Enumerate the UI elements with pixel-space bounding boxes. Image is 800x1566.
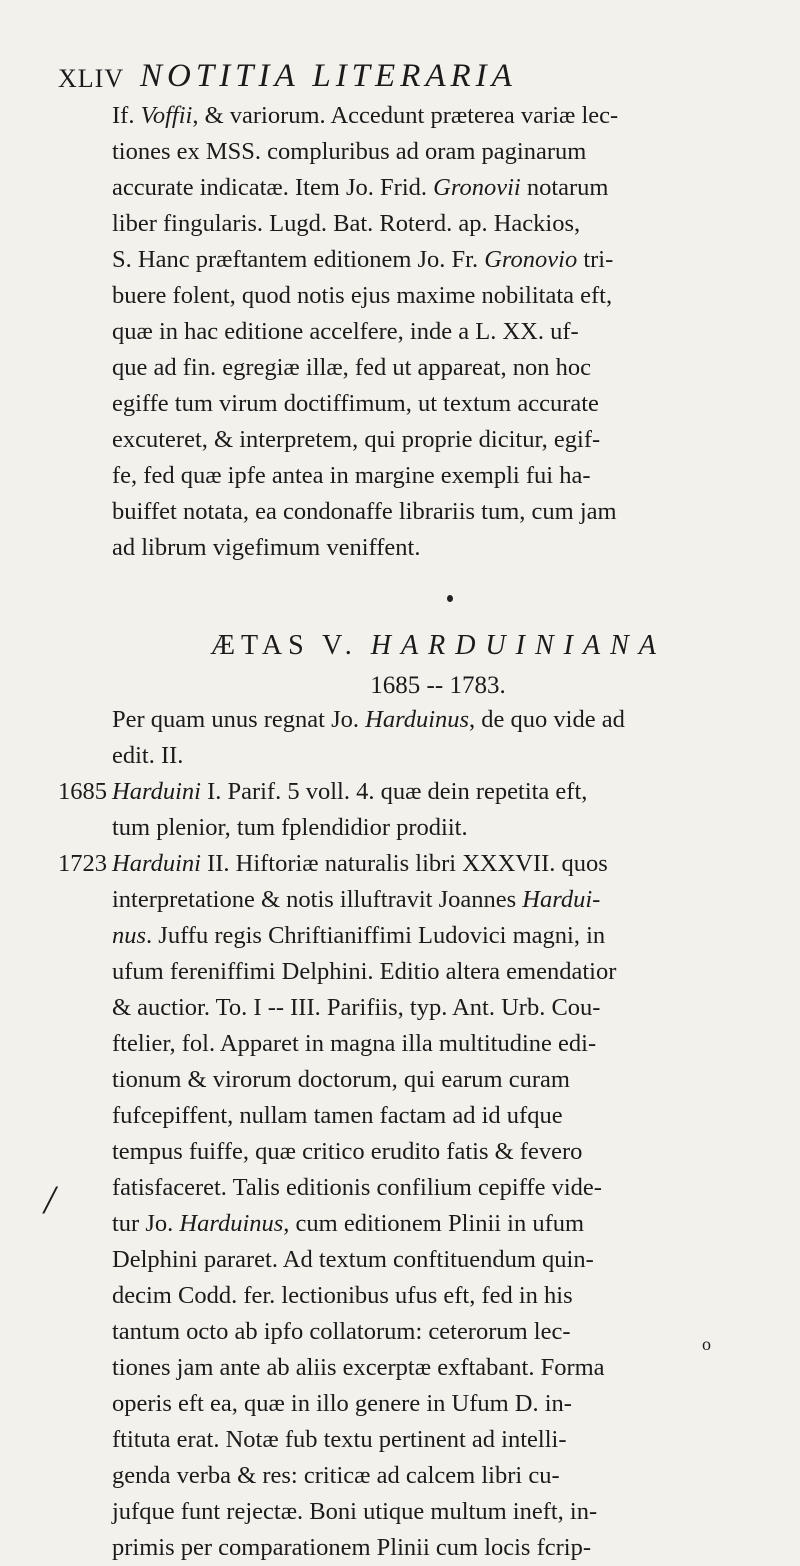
text-line <box>58 1494 764 1530</box>
italic-name: Harduinus <box>365 706 470 733</box>
text-line <box>58 810 764 846</box>
text-run: interpretatione & notis illuftravit Joannes <box>112 886 523 913</box>
text-line <box>112 458 764 494</box>
text-run: tur Jo. <box>112 1210 180 1237</box>
text-line <box>58 882 764 918</box>
page-number: XLIV <box>58 64 125 93</box>
text-run: ftituta erat. Notӕ fub textu pertinent ad intelli- <box>112 1426 567 1453</box>
italic-name: Gronovio <box>484 246 578 273</box>
text-run: tiones ex MSS. compluribus ad oram paginarum <box>112 138 587 165</box>
section-number: ÆTAS V. <box>210 630 358 661</box>
text-line <box>112 206 764 242</box>
entry-year: 1723 <box>58 850 107 877</box>
italic-name: Harduini <box>112 778 201 805</box>
text-run: jufque funt rejectӕ. Boni utique multum ineft, in- <box>112 1498 598 1525</box>
text-line <box>112 386 764 422</box>
text-run: , de quo vide ad <box>469 706 625 733</box>
text-run: primis per comparationem Plinii cum locis fcrip- <box>112 1534 591 1561</box>
italic-name: Harduinus <box>179 1210 284 1237</box>
text-run: S. Hanc prӕftantem editionem Jo. Fr. <box>112 246 485 273</box>
text-run: que ad fin. egregiӕ illӕ, fed ut appareat, non hoc <box>112 354 591 381</box>
page-header <box>58 58 758 98</box>
text-line <box>58 1206 764 1242</box>
text-run: , & variorum. Accedunt prӕterea variæ lec- <box>192 102 619 129</box>
text-run: Per quam unus regnat Jo. <box>112 706 366 733</box>
text-line <box>58 1386 764 1422</box>
text-line <box>112 242 764 278</box>
text-line <box>58 1422 764 1458</box>
text-run: genda verba & res: criticӕ ad calcem libri cu- <box>112 1462 560 1489</box>
text-line <box>58 1278 764 1314</box>
text-run: tri- <box>577 246 614 273</box>
text-run: tionum & virorum doctorum, qui earum curam <box>112 1066 570 1093</box>
text-run: egiffe tum virum doctiffimum, ut textum accurate <box>112 390 599 417</box>
text-run: decim Codd. fer. lectionibus ufus eft, fed in his <box>112 1282 573 1309</box>
text-line <box>58 954 764 990</box>
text-line <box>58 1026 764 1062</box>
text-run: buere folent, quod notis ejus maxime nobilitata eft, <box>112 282 613 309</box>
section-title: HARDUINIANA <box>370 630 666 661</box>
text-line <box>58 702 764 738</box>
text-line <box>58 1170 764 1206</box>
text-run: Delphini pararet. Ad textum conftituendum quin- <box>112 1246 594 1273</box>
text-line <box>112 134 764 170</box>
entry-year: 1685 <box>58 778 107 805</box>
text-run: fufcepiffent, nullam tamen factam ad id ufque <box>112 1102 563 1129</box>
italic-name: Hardui- <box>522 886 601 913</box>
italic-name: Gronovii <box>433 174 521 201</box>
text-line <box>112 278 764 314</box>
text-line <box>58 846 764 882</box>
text-run: edit. II. <box>112 742 184 769</box>
section-years: 1685 -- 1783. <box>370 672 506 699</box>
italic-name: Voffii <box>140 102 193 129</box>
text-run: quӕ in hac editione accelfere, inde a L. XX. uf- <box>112 318 579 345</box>
text-run: II. Hiftoriӕ naturalis libri XXXVII. quos <box>200 850 608 877</box>
text-line <box>112 350 764 386</box>
text-run: ftelier, fol. Apparet in magna illa multitudine edi- <box>112 1030 597 1057</box>
text-line <box>58 1458 764 1494</box>
text-run: If. <box>112 102 141 129</box>
margin-mark: / <box>44 1177 56 1222</box>
bibliography-entry <box>58 702 764 774</box>
corner-mark: o <box>702 1334 711 1354</box>
text-run: operis eft ea, quӕ in illo genere in Ufum D. in- <box>112 1390 572 1417</box>
text-line <box>58 1350 764 1386</box>
italic-name: Harduini <box>112 850 201 877</box>
text-run: I. Parif. 5 voll. 4. quӕ dein repetita eft, <box>200 778 588 805</box>
text-run: fatisfaceret. Talis editionis confilium cepiffe vide- <box>112 1174 602 1201</box>
bibliography-entry <box>58 846 764 1566</box>
text-line <box>112 170 764 206</box>
text-line <box>58 1134 764 1170</box>
text-run: . Juffu regis Chriftianiffimi Ludovici magni, in <box>146 922 606 949</box>
text-run: buiffet notata, ea condonaffe librariis tum, cum jam <box>112 498 617 525</box>
text-run: liber fingularis. Lugd. Bat. Roterd. ap. Hackios, <box>112 210 581 237</box>
text-line <box>112 98 764 134</box>
text-run: & auctior. To. I -- III. Parifiis, typ. Ant. Urb. Cou- <box>112 994 601 1021</box>
text-run: fe, fed quӕ ipfe antea in margine exempli fui ha- <box>112 462 591 489</box>
text-line <box>58 1062 764 1098</box>
section-heading <box>112 630 764 662</box>
text-line <box>112 314 764 350</box>
text-line <box>58 1314 764 1350</box>
text-run: ufum fereniffimi Delphini. Editio altera emendatior <box>112 958 617 985</box>
text-line <box>58 1098 764 1134</box>
text-run: tiones jam ante ab aliis excerptӕ exftabant. Forma <box>112 1354 605 1381</box>
text-run: exсuteret, & interpretem, qui proprie dicitur, egif- <box>112 426 601 453</box>
text-line <box>112 422 764 458</box>
text-run: tempus fuiffe, quӕ critico erudito fatis & fevero <box>112 1138 583 1165</box>
bibliography-entry <box>58 774 764 846</box>
text-line <box>112 530 764 566</box>
text-line <box>58 918 764 954</box>
text-line <box>58 738 764 774</box>
text-line <box>58 1242 764 1278</box>
text-line <box>112 494 764 530</box>
text-run: tum plenior, tum fplendidior prodiit. <box>112 814 468 841</box>
running-title: NOTITIA LITERARIA <box>140 58 517 94</box>
text-run: ad librum vigefimum veniffent. <box>112 534 421 561</box>
italic-name: nus <box>112 922 147 949</box>
entries-list <box>58 702 764 1566</box>
text-line <box>58 1530 764 1566</box>
text-run: notarum <box>520 174 609 201</box>
text-line <box>58 774 764 810</box>
text-run: tantum octo ab ipfo collatorum: ceterorum lec- <box>112 1318 571 1345</box>
intro-paragraph <box>112 98 764 566</box>
text-run: accurate indicatӕ. Item Jo. Frid. <box>112 174 434 201</box>
section-ornament-dot <box>447 595 453 602</box>
text-line <box>58 990 764 1026</box>
text-run: , cum editionem Plinii in ufum <box>283 1210 585 1237</box>
